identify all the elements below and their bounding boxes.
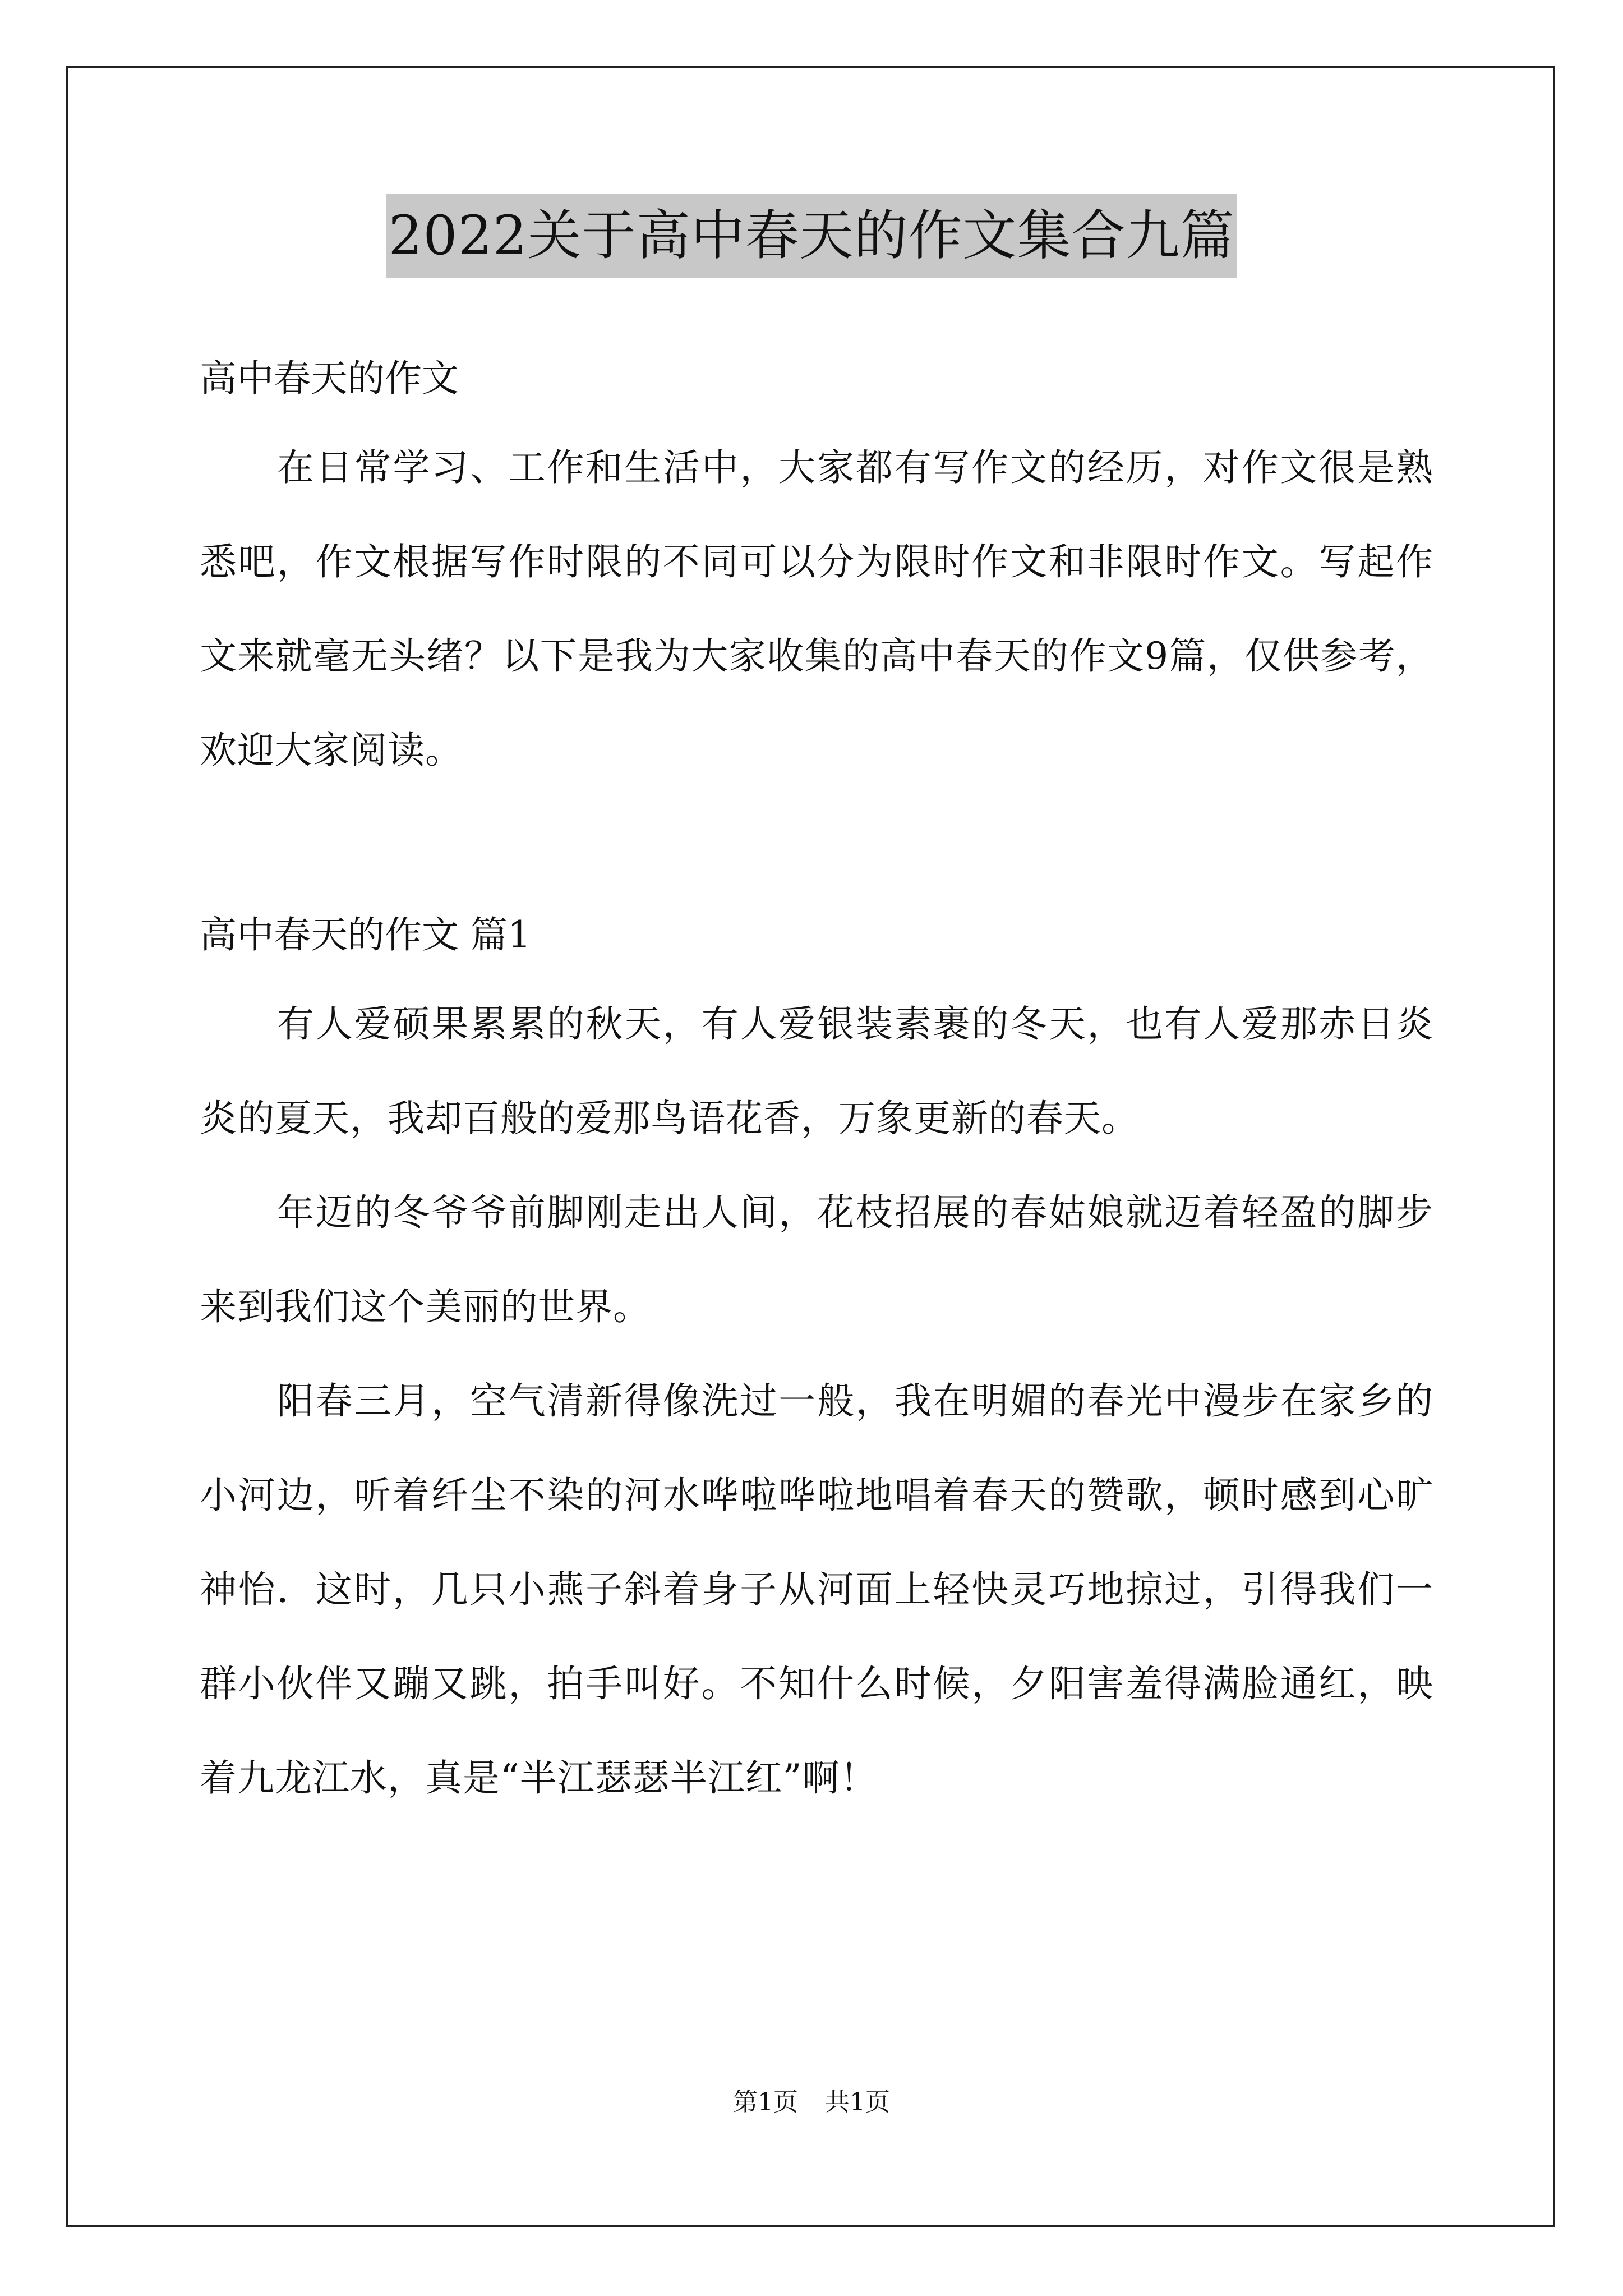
title-area [0,194,1623,278]
section-heading: 高中春天的作文 篇1 [200,913,531,956]
page-number: 第1页 [733,2088,798,2116]
section-spacer [200,798,1433,893]
document-body [200,337,1433,1825]
page-total: 共1页 [825,2088,890,2116]
document-title: 2022关于高中春天的作文集合九篇 [386,194,1237,278]
page-footer [0,2086,1623,2119]
body-paragraph-3: 阳春三月，空气清新得像洗过一般，我在明媚的春光中漫步在家乡的小河边，听着纤尘不染的河水哗啦哗啦地唱着春天的赞歌，顿时感到心旷神怡．这时，几只小燕子斜着身子从河面上轻快灵巧地掠过，引得我们一群小伙伴又蹦又跳，拍手叫好。不知什么时候，夕阳害羞得满脸通红，映着九龙江水，真是“半江瑟瑟半江红”啊！ [200,1379,1433,1800]
body-paragraph-1: 有人爱硕果累累的秋天，有人爱银装素裹的冬天，也有人爱那赤日炎炎的夏天，我却百般的爱那鸟语花香，万象更新的春天。 [200,1002,1433,1140]
intro-heading: 高中春天的作文 [200,357,459,400]
body-paragraph-2: 年迈的冬爷爷前脚刚走出人间，花枝招展的春姑娘就迈着轻盈的脚步来到我们这个美丽的世界。 [200,1191,1433,1328]
intro-paragraph: 在日常学习、工作和生活中，大家都有写作文的经历，对作文很是熟悉吧，作文根据写作时限的不同可以分为限时作文和非限时作文。写起作文来就毫无头绪？以下是我为大家收集的高中春天的作文9篇，仅供参考，欢迎大家阅读。 [200,446,1433,772]
